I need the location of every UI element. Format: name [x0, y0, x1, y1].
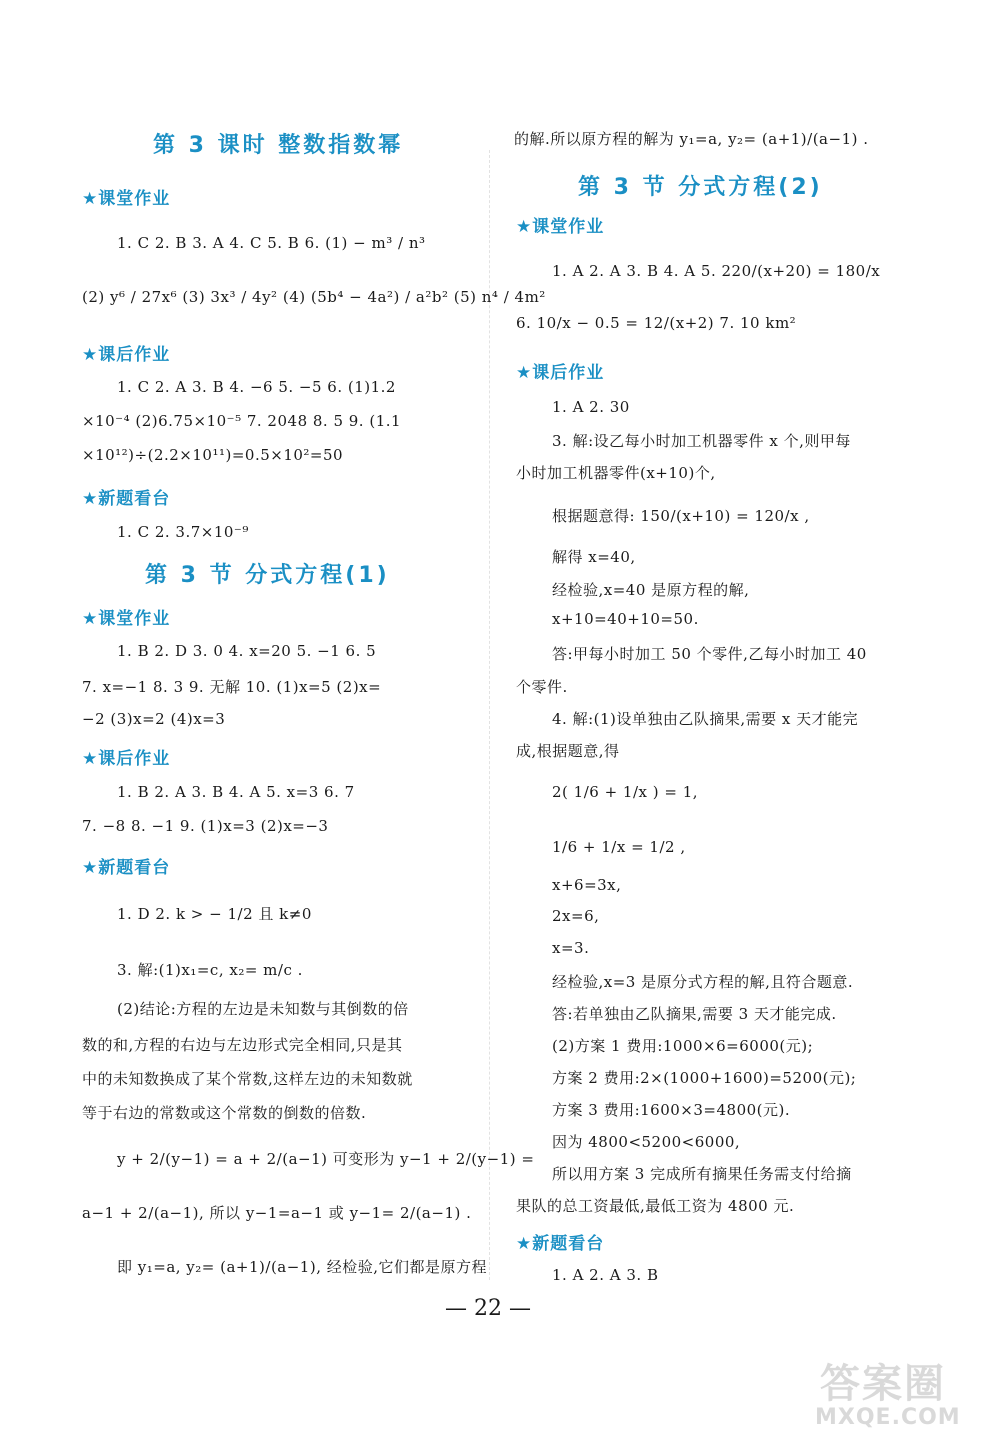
section-classwork: ★课堂作业 — [516, 217, 605, 237]
answer-line: x+10=40+10=50. — [552, 610, 699, 628]
answer-line: a−1 + 2/(a−1), 所以 y−1=a−1 或 y−1= 2/(a−1) . — [82, 1204, 472, 1222]
answer-line: (2)方案 1 费用:1000×6=6000(元); — [552, 1037, 814, 1055]
answer-line: 所以用方案 3 完成所有摘果任务需支付给摘 — [552, 1165, 852, 1183]
watermark-logo: 答案圈 — [820, 1361, 946, 1407]
answer-line: 1. A 2. A 3. B 4. A 5. 220/(x+20) = 180/x — [552, 262, 881, 280]
section-new-questions: ★新题看台 — [516, 1234, 605, 1254]
answer-line: 3. 解:(1)x₁=c, x₂= m/c . — [117, 961, 303, 979]
answer-line: 方案 2 费用:2×(1000+1600)=5200(元); — [552, 1069, 857, 1087]
answer-line: 1. B 2. A 3. B 4. A 5. x=3 6. 7 — [117, 783, 355, 801]
answer-line: 7. x=−1 8. 3 9. 无解 10. (1)x=5 (2)x= — [82, 678, 382, 696]
answer-line: 1. C 2. 3.7×10⁻⁹ — [117, 523, 249, 541]
answer-line: 成,根据题意,得 — [516, 742, 620, 760]
answer-line: 1. C 2. A 3. B 4. −6 5. −5 6. (1)1.2 — [117, 378, 396, 396]
answer-line: 1. A 2. A 3. B — [552, 1266, 659, 1284]
column-divider — [489, 150, 490, 1280]
answer-line: (2) y⁶ / 27x⁶ (3) 3x³ / 4y² (4) (5b⁴ − 4a²) / a²b² (5) n⁴ / 4m² — [82, 288, 546, 306]
page-number: — 22 — — [445, 1296, 531, 1321]
answer-line: 解得 x=40, — [552, 548, 636, 566]
section-classwork: ★课堂作业 — [82, 609, 171, 629]
answer-line: 即 y₁=a, y₂= (a+1)/(a−1), 经检验,它们都是原方程 — [117, 1258, 488, 1276]
answer-line: 根据题意得: 150/(x+10) = 120/x , — [552, 507, 810, 525]
answer-line: 7. −8 8. −1 9. (1)x=3 (2)x=−3 — [82, 817, 329, 835]
answer-line: 等于右边的常数或这个常数的倒数的倍数. — [82, 1104, 367, 1122]
answer-line: 答:甲每小时加工 50 个零件,乙每小时加工 40 — [552, 645, 867, 663]
answer-line: 1. B 2. D 3. 0 4. x=20 5. −1 6. 5 — [117, 642, 377, 660]
section-homework: ★课后作业 — [82, 345, 171, 365]
answer-line: 果队的总工资最低,最低工资为 4800 元. — [516, 1197, 795, 1215]
answer-line: 答:若单独由乙队摘果,需要 3 天才能完成. — [552, 1005, 837, 1023]
answer-line: 6. 10/x − 0.5 = 12/(x+2) 7. 10 km² — [516, 314, 797, 332]
section-homework: ★课后作业 — [82, 749, 171, 769]
answer-line: 1/6 + 1/x = 1/2 , — [552, 838, 686, 856]
section-homework: ★课后作业 — [516, 363, 605, 383]
answer-line: 个零件. — [516, 678, 568, 696]
answer-line: 2( 1/6 + 1/x ) = 1, — [552, 783, 699, 801]
section-new-questions: ★新题看台 — [82, 858, 171, 878]
answer-line: y + 2/(y−1) = a + 2/(a−1) 可变形为 y−1 + 2/(y−1) = — [117, 1150, 535, 1168]
answer-line: 4. 解:(1)设单独由乙队摘果,需要 x 天才能完 — [552, 710, 859, 728]
answer-line: 小时加工机器零件(x+10)个, — [516, 464, 716, 482]
answer-line: 2x=6, — [552, 907, 600, 925]
lesson-title-integer-exponent: 第 3 课时 整数指数幂 — [153, 133, 404, 158]
answer-line: 方案 3 费用:1600×3=4800(元). — [552, 1101, 791, 1119]
answer-line: ×10⁻⁴ (2)6.75×10⁻⁵ 7. 2048 8. 5 9. (1.1 — [82, 412, 402, 430]
answer-line: −2 (3)x=2 (4)x=3 — [82, 710, 226, 728]
answer-line: x+6=3x, — [552, 876, 622, 894]
answer-line: 中的未知数换成了某个常数,这样左边的未知数就 — [82, 1070, 413, 1088]
answer-line: 3. 解:设乙每小时加工机器零件 x 个,则甲每 — [552, 432, 851, 450]
answer-line: 1. A 2. 30 — [552, 398, 630, 416]
answer-line: 数的和,方程的右边与左边形式完全相同,只是其 — [82, 1036, 403, 1054]
answer-line: x=3. — [552, 939, 590, 957]
answer-line: (2)结论:方程的左边是未知数与其倒数的倍 — [117, 1000, 409, 1018]
answer-line: 的解.所以原方程的解为 y₁=a, y₂= (a+1)/(a−1) . — [514, 130, 869, 148]
answer-line: 经检验,x=3 是原分式方程的解,且符合题意. — [552, 973, 854, 991]
answer-line: 1. D 2. k > − 1/2 且 k≠0 — [117, 905, 312, 923]
watermark-url: MXQE.COM — [815, 1405, 961, 1430]
answer-line: 经检验,x=40 是原方程的解, — [552, 581, 750, 599]
answer-line: ×10¹²)÷(2.2×10¹¹)=0.5×10²=50 — [82, 446, 344, 464]
answer-line: 1. C 2. B 3. A 4. C 5. B 6. (1) − m³ / n³ — [117, 234, 426, 252]
section-classwork: ★课堂作业 — [82, 189, 171, 209]
section-title-fraction-eq-1: 第 3 节 分式方程(1) — [145, 563, 390, 588]
answer-line: 因为 4800<5200<6000, — [552, 1133, 741, 1151]
section-title-fraction-eq-2: 第 3 节 分式方程(2) — [578, 175, 823, 200]
section-new-questions: ★新题看台 — [82, 489, 171, 509]
